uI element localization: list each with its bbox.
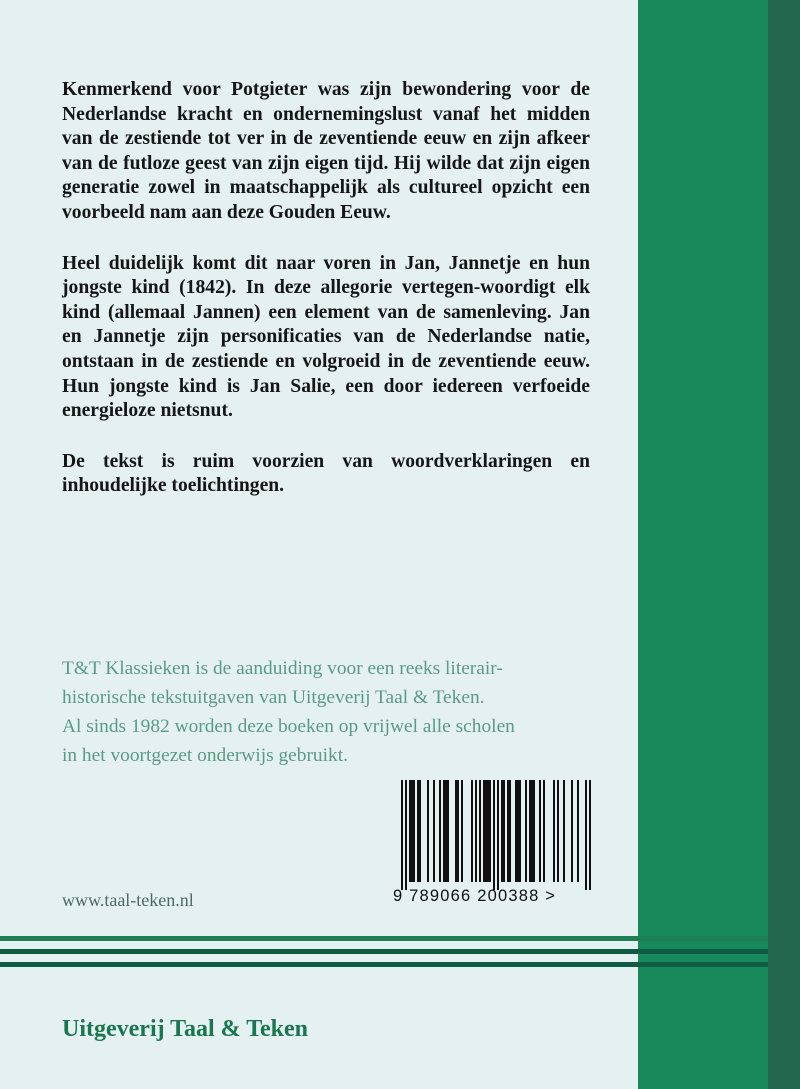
publisher-name: Uitgeverij Taal & Teken [62, 1016, 309, 1042]
barcode-bar [571, 780, 573, 882]
decorative-stripe-3 [0, 962, 768, 967]
barcode-bar [563, 780, 565, 882]
barcode-bar [457, 780, 459, 882]
isbn-arrow: > [545, 887, 557, 905]
blurb-paragraph-1: Kenmerkend voor Potgieter was zijn bewondering voor de Nederlandse kracht en ondernemingslust vanaf het midden van de zestiende tot ver in de zeventiende eeuw en zijn afkeer van de futloze geest van zijn eigen tijd. Hij wilde dat zijn eigen generatie zowel in maatschappelijk als cultureel opzicht een voorbeeld nam aan deze Gouden Eeuw. [62, 79, 590, 223]
barcode-bar [479, 780, 481, 882]
barcode-bar [519, 780, 521, 882]
barcode-bar [507, 780, 509, 882]
barcode-bar [585, 780, 587, 890]
decorative-stripe-2 [0, 949, 768, 954]
barcode-bar [543, 780, 545, 882]
barcode-bar [493, 780, 495, 890]
isbn-number [393, 887, 593, 913]
barcode-bar [503, 780, 505, 882]
barcode-bar [433, 780, 435, 882]
dark-green-edge-band [768, 0, 800, 1089]
barcode-bar [497, 780, 499, 890]
green-spine-band [638, 0, 768, 1089]
isbn-digits: 9 789066 200388 [393, 887, 540, 905]
barcode-bar [417, 780, 419, 882]
blurb-text [62, 78, 590, 525]
barcode-bar [487, 780, 489, 882]
barcode-bar [483, 780, 485, 882]
barcode-bar [531, 780, 533, 882]
barcode-bar [443, 780, 445, 882]
barcode-bar [471, 780, 473, 882]
barcode-bar [461, 780, 463, 882]
barcode-bars [393, 780, 593, 890]
barcode-bar [529, 780, 531, 882]
barcode-bar [413, 780, 415, 882]
barcode-bar [401, 780, 403, 890]
series-line-2: historische tekstuitgaven van Uitgeverij Taal & Teken. [62, 687, 485, 708]
website-url: www.taal-teken.nl [62, 890, 194, 910]
barcode-bar [485, 780, 487, 882]
barcode-bar [419, 780, 421, 882]
barcode-bar [501, 780, 503, 882]
series-line-1: T&T Klassieken is de aanduiding voor een reeks literair- [62, 658, 503, 679]
barcode-bar [455, 780, 457, 882]
barcode-bar [405, 780, 407, 890]
barcode-bar [539, 780, 541, 882]
barcode-bar [409, 780, 411, 882]
barcode-bar [445, 780, 447, 882]
blurb-paragraph-2: Heel duidelijk komt dit naar voren in Jan, Jannetje en hun jongste kind (1842). In deze allegorie vertegen-woordigt elk kind (allemaal Jannen) een element van de samenleving. Jan en Jannetje zijn personificaties van de Nederlandse natie, ontstaan in de zestiende en volgroeid in de zeventiende eeuw. Hun jongste kind is Jan Salie, een door iedereen verfoeide energieloze nietsnut. [62, 252, 590, 422]
barcode-bar [427, 780, 429, 882]
barcode-bar [439, 780, 441, 882]
decorative-stripe-1 [0, 936, 768, 941]
barcode-bar [447, 780, 449, 882]
blurb-paragraph-3: De tekst is ruim voorzien van woordverklaringen en inhoudelijke toelichtingen. [62, 450, 590, 497]
barcode-bar [533, 780, 535, 882]
barcode-bar [489, 780, 491, 882]
barcode-bar [525, 780, 527, 882]
barcode-bar [557, 780, 559, 882]
barcode-bar [553, 780, 555, 882]
isbn-barcode [393, 780, 593, 915]
barcode-bar [475, 780, 477, 882]
series-line-3: Al sinds 1982 worden deze boeken op vrijwel alle scholen [62, 716, 515, 737]
series-description [62, 654, 622, 770]
barcode-bar [589, 780, 591, 890]
barcode-bar [577, 780, 579, 882]
barcode-bar [517, 780, 519, 882]
barcode-bar [509, 780, 511, 882]
barcode-bar [515, 780, 517, 882]
series-line-4: in het voortgezet onderwijs gebruikt. [62, 745, 348, 766]
barcode-bar [411, 780, 413, 882]
